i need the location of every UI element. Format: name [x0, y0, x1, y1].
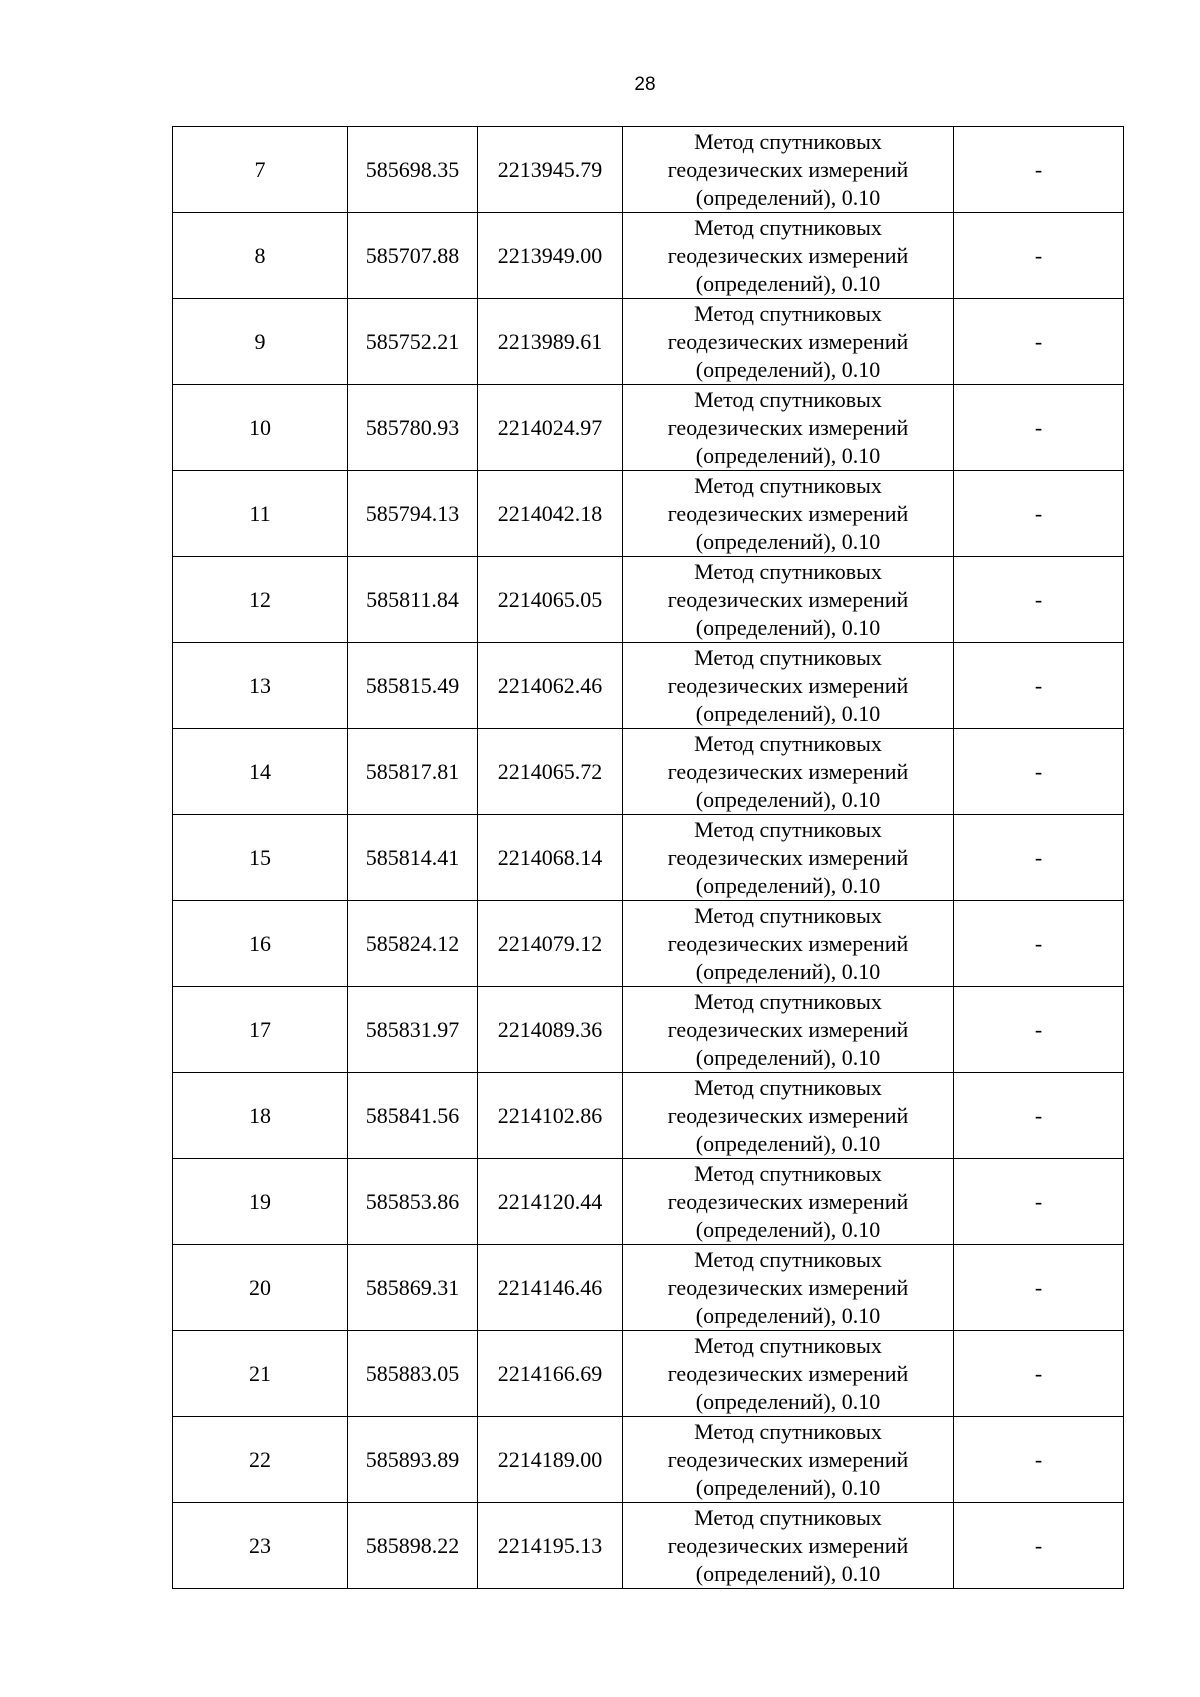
method-text-line: геодезических измерений — [667, 501, 909, 526]
y-coordinate-cell: 2214065.72 — [478, 729, 623, 815]
y-coordinate-cell: 2214166.69 — [478, 1331, 623, 1417]
point-number-cell: 16 — [173, 901, 348, 987]
table-row — [173, 299, 1124, 385]
x-coordinate-cell: 585824.12 — [348, 901, 478, 987]
table-row — [173, 213, 1124, 299]
x-coordinate-cell: 585831.97 — [348, 987, 478, 1073]
y-coordinate-cell: 2213949.00 — [478, 213, 623, 299]
note-cell: - — [954, 987, 1124, 1073]
point-number-cell: 18 — [173, 1073, 348, 1159]
note-cell: - — [954, 815, 1124, 901]
x-coordinate-cell: 585752.21 — [348, 299, 478, 385]
method-text-line: (определений), 0.10 — [695, 1475, 881, 1500]
method-text-line: геодезических измерений — [667, 243, 909, 268]
method-text-line: геодезических измерений — [667, 1361, 909, 1386]
method-text-line: (определений), 0.10 — [695, 1045, 881, 1070]
table-row — [173, 729, 1124, 815]
method-cell — [623, 471, 954, 557]
method-text-line: геодезических измерений — [667, 1103, 909, 1128]
x-coordinate-cell: 585883.05 — [348, 1331, 478, 1417]
method-text-line: Метод спутниковых — [694, 473, 882, 498]
point-number-cell: 21 — [173, 1331, 348, 1417]
method-text-line: геодезических измерений — [667, 329, 909, 354]
point-number-cell: 20 — [173, 1245, 348, 1331]
note-cell: - — [954, 1503, 1124, 1589]
table-row — [173, 901, 1124, 987]
method-text-line: (определений), 0.10 — [695, 271, 881, 296]
method-cell — [623, 1503, 954, 1589]
y-coordinate-cell: 2214024.97 — [478, 385, 623, 471]
method-text-line: Метод спутниковых — [694, 215, 882, 240]
y-coordinate-cell: 2214062.46 — [478, 643, 623, 729]
x-coordinate-cell: 585707.88 — [348, 213, 478, 299]
method-text-line: геодезических измерений — [667, 673, 909, 698]
table-row — [173, 1417, 1124, 1503]
point-number-cell: 9 — [173, 299, 348, 385]
method-text-line: (определений), 0.10 — [695, 1303, 881, 1328]
table-row — [173, 1331, 1124, 1417]
method-cell — [623, 1159, 954, 1245]
method-text-line: геодезических измерений — [667, 415, 909, 440]
method-cell — [623, 643, 954, 729]
method-text-line: (определений), 0.10 — [695, 787, 881, 812]
point-number-cell: 14 — [173, 729, 348, 815]
method-text-line: (определений), 0.10 — [695, 529, 881, 554]
method-text-line: Метод спутниковых — [694, 559, 882, 584]
method-cell — [623, 557, 954, 643]
note-cell: - — [954, 299, 1124, 385]
method-text-line: геодезических измерений — [667, 1189, 909, 1214]
method-text-line: Метод спутниковых — [694, 301, 882, 326]
method-text-line: (определений), 0.10 — [695, 873, 881, 898]
method-text-line: Метод спутниковых — [694, 1247, 882, 1272]
y-coordinate-cell: 2214195.13 — [478, 1503, 623, 1589]
method-text-line: геодезических измерений — [667, 157, 909, 182]
y-coordinate-cell: 2214065.05 — [478, 557, 623, 643]
method-text-line: геодезических измерений — [667, 1533, 909, 1558]
method-text-line: геодезических измерений — [667, 931, 909, 956]
table-row — [173, 1073, 1124, 1159]
method-cell — [623, 987, 954, 1073]
method-text-line: (определений), 0.10 — [695, 443, 881, 468]
method-text-line: геодезических измерений — [667, 1017, 909, 1042]
method-text-line: (определений), 0.10 — [695, 615, 881, 640]
y-coordinate-cell: 2214189.00 — [478, 1417, 623, 1503]
note-cell: - — [954, 901, 1124, 987]
note-cell: - — [954, 1417, 1124, 1503]
method-cell — [623, 1417, 954, 1503]
table-row — [173, 385, 1124, 471]
method-text-line: (определений), 0.10 — [695, 959, 881, 984]
x-coordinate-cell: 585869.31 — [348, 1245, 478, 1331]
method-text-line: (определений), 0.10 — [695, 1561, 881, 1586]
table-body — [173, 127, 1124, 1589]
method-text-line: Метод спутниковых — [694, 1505, 882, 1530]
method-cell — [623, 127, 954, 213]
y-coordinate-cell: 2214042.18 — [478, 471, 623, 557]
note-cell: - — [954, 1245, 1124, 1331]
note-cell: - — [954, 213, 1124, 299]
table-row — [173, 1503, 1124, 1589]
x-coordinate-cell: 585841.56 — [348, 1073, 478, 1159]
method-text-line: Метод спутниковых — [694, 387, 882, 412]
table-row — [173, 1159, 1124, 1245]
method-text-line: Метод спутниковых — [694, 989, 882, 1014]
y-coordinate-cell: 2213989.61 — [478, 299, 623, 385]
point-number-cell: 15 — [173, 815, 348, 901]
note-cell: - — [954, 471, 1124, 557]
x-coordinate-cell: 585898.22 — [348, 1503, 478, 1589]
y-coordinate-cell: 2214089.36 — [478, 987, 623, 1073]
point-number-cell: 19 — [173, 1159, 348, 1245]
method-cell — [623, 1073, 954, 1159]
method-text-line: Метод спутниковых — [694, 731, 882, 756]
coordinates-table — [172, 126, 1124, 1589]
point-number-cell: 7 — [173, 127, 348, 213]
table-row — [173, 643, 1124, 729]
method-text-line: Метод спутниковых — [694, 129, 882, 154]
note-cell: - — [954, 557, 1124, 643]
point-number-cell: 17 — [173, 987, 348, 1073]
method-text-line: геодезических измерений — [667, 587, 909, 612]
note-cell: - — [954, 1159, 1124, 1245]
method-cell — [623, 729, 954, 815]
method-cell — [623, 815, 954, 901]
y-coordinate-cell: 2213945.79 — [478, 127, 623, 213]
method-text-line: Метод спутниковых — [694, 817, 882, 842]
note-cell: - — [954, 1073, 1124, 1159]
method-text-line: Метод спутниковых — [694, 645, 882, 670]
method-text-line: Метод спутниковых — [694, 1161, 882, 1186]
method-text-line: Метод спутниковых — [694, 1333, 882, 1358]
x-coordinate-cell: 585698.35 — [348, 127, 478, 213]
page-number: 28 — [634, 74, 656, 95]
x-coordinate-cell: 585817.81 — [348, 729, 478, 815]
y-coordinate-cell: 2214068.14 — [478, 815, 623, 901]
method-text-line: геодезических измерений — [667, 759, 909, 784]
point-number-cell: 13 — [173, 643, 348, 729]
point-number-cell: 12 — [173, 557, 348, 643]
y-coordinate-cell: 2214146.46 — [478, 1245, 623, 1331]
method-text-line: (определений), 0.10 — [695, 701, 881, 726]
method-text-line: геодезических измерений — [667, 845, 909, 870]
x-coordinate-cell: 585794.13 — [348, 471, 478, 557]
x-coordinate-cell: 585780.93 — [348, 385, 478, 471]
x-coordinate-cell: 585811.84 — [348, 557, 478, 643]
method-text-line: Метод спутниковых — [694, 1419, 882, 1444]
note-cell: - — [954, 729, 1124, 815]
table-row — [173, 815, 1124, 901]
method-cell — [623, 901, 954, 987]
x-coordinate-cell: 585814.41 — [348, 815, 478, 901]
x-coordinate-cell: 585853.86 — [348, 1159, 478, 1245]
method-cell — [623, 1245, 954, 1331]
method-cell — [623, 299, 954, 385]
y-coordinate-cell: 2214102.86 — [478, 1073, 623, 1159]
method-cell — [623, 213, 954, 299]
method-text-line: Метод спутниковых — [694, 903, 882, 928]
note-cell: - — [954, 385, 1124, 471]
table-row — [173, 987, 1124, 1073]
y-coordinate-cell: 2214120.44 — [478, 1159, 623, 1245]
x-coordinate-cell: 585815.49 — [348, 643, 478, 729]
method-text-line: (определений), 0.10 — [695, 357, 881, 382]
point-number-cell: 10 — [173, 385, 348, 471]
method-text-line: Метод спутниковых — [694, 1075, 882, 1100]
method-cell — [623, 385, 954, 471]
point-number-cell: 8 — [173, 213, 348, 299]
table-row — [173, 557, 1124, 643]
y-coordinate-cell: 2214079.12 — [478, 901, 623, 987]
method-text-line: (определений), 0.10 — [695, 1217, 881, 1242]
note-cell: - — [954, 643, 1124, 729]
x-coordinate-cell: 585893.89 — [348, 1417, 478, 1503]
note-cell: - — [954, 1331, 1124, 1417]
note-cell: - — [954, 127, 1124, 213]
method-text-line: геодезических измерений — [667, 1275, 909, 1300]
table-row — [173, 127, 1124, 213]
method-text-line: геодезических измерений — [667, 1447, 909, 1472]
table-row — [173, 1245, 1124, 1331]
point-number-cell: 23 — [173, 1503, 348, 1589]
method-text-line: (определений), 0.10 — [695, 1389, 881, 1414]
table-row — [173, 471, 1124, 557]
method-text-line: (определений), 0.10 — [695, 1131, 881, 1156]
point-number-cell: 11 — [173, 471, 348, 557]
method-cell — [623, 1331, 954, 1417]
point-number-cell: 22 — [173, 1417, 348, 1503]
method-text-line: (определений), 0.10 — [695, 185, 881, 210]
